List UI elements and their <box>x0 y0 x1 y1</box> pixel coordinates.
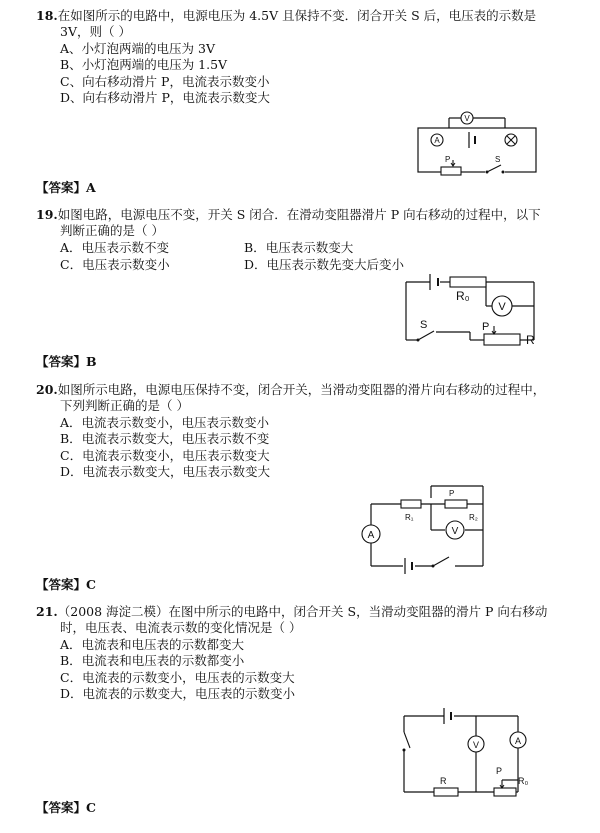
question-stem-line: 19.如图电路，电源电压不变，开关 S 闭合．在滑动变阻器滑片 P 向右移动的过程中，以下 <box>36 207 541 222</box>
option-d: D．电流表的示数变大，电压表的示数变小 <box>60 686 296 701</box>
resistor-label: R₀ <box>456 289 470 303</box>
switch-label: S <box>420 319 428 331</box>
question-stem-line: 时，电压表、电流表示数的变化情况是（ ） <box>60 620 302 635</box>
resistor-label: R <box>440 776 447 786</box>
svg-text:V: V <box>464 114 470 123</box>
circuit-diagram-19 <box>400 270 550 350</box>
option-b: B．电流表和电压表的示数都变小 <box>60 653 245 668</box>
question-number: 18. <box>36 8 58 23</box>
option-b: B、小灯泡两端的电压为 1.5V <box>60 57 228 72</box>
option-d: D．电压表示数先变大后变小 <box>244 257 405 272</box>
option-a: A．电流表示数变小，电压表示数变小 <box>60 415 270 430</box>
resistor-r1-icon <box>401 500 421 508</box>
option-a: A．电压表示数不变 <box>60 240 170 255</box>
answer-line: 【答案】C <box>36 800 96 815</box>
resistor-icon <box>450 277 486 287</box>
option-c: C．电流表示数变小，电压表示数变大 <box>60 448 270 463</box>
option-a: A、小灯泡两端的电压为 3V <box>60 41 215 56</box>
lamp-icon <box>505 134 517 146</box>
question-number: 21. <box>36 604 58 619</box>
ammeter-icon <box>431 134 443 146</box>
question-stem-line: 下列判断正确的是（ ） <box>60 398 189 413</box>
option-d: D、向右移动滑片 P，电流表示数变大 <box>60 90 270 105</box>
switch-icon <box>404 732 410 748</box>
r2-label: R₂ <box>469 513 478 522</box>
question-number: 19. <box>36 207 58 222</box>
question-stem-line: 21.（2008 海淀二模）在图中所示的电路中，闭合开关 S，当滑动变阻器的滑片 P 向右移动 <box>36 604 548 619</box>
option-b: B．电流表示数变大，电压表示数不变 <box>60 431 270 446</box>
answer-value: B <box>86 354 97 369</box>
rheostat-icon <box>484 334 520 345</box>
switch-icon <box>433 557 449 566</box>
slider-label: P <box>482 321 490 333</box>
ammeter-icon <box>510 732 526 748</box>
rheostat-label: R <box>526 333 535 347</box>
answer-value: C <box>86 800 96 815</box>
circuit-diagram-20 <box>355 482 495 574</box>
svg-text:A: A <box>514 736 522 746</box>
question-stem-line: 判断正确的是（ ） <box>60 223 164 238</box>
r0-label: R₀ <box>518 776 529 786</box>
r1-label: R₁ <box>405 513 414 522</box>
switch-icon <box>418 331 434 340</box>
rheostat-r2-icon <box>445 500 467 508</box>
option-a: A．电流表和电压表的示数都变大 <box>60 637 245 652</box>
option-c: C．电压表示数变小 <box>60 257 170 272</box>
svg-text:V: V <box>451 526 459 537</box>
option-c: C、向右移动滑片 P，电流表示数变小 <box>60 74 270 89</box>
voltmeter-icon <box>468 736 484 752</box>
answer-line: 【答案】C <box>36 577 96 592</box>
switch-label: S <box>495 155 501 164</box>
ammeter-icon <box>362 525 380 543</box>
svg-text:A: A <box>434 136 440 145</box>
question-number: 20. <box>36 382 58 397</box>
answer-value: C <box>86 577 96 592</box>
svg-text:V: V <box>498 301 506 313</box>
option-c: C．电流表的示数变小，电压表的示数变大 <box>60 670 295 685</box>
voltmeter-icon <box>446 521 464 539</box>
voltmeter-icon <box>461 112 473 124</box>
slider-label: P <box>445 155 451 164</box>
question-stem-line: 3V，则（ ） <box>60 24 131 39</box>
answer-value: A <box>86 180 96 195</box>
option-d: D．电流表示数变大，电压表示数变大 <box>60 464 271 479</box>
circuit-diagram-18 <box>415 110 540 178</box>
resistor-icon <box>434 788 458 796</box>
slider-label: P <box>449 489 455 498</box>
svg-text:V: V <box>472 740 480 750</box>
svg-text:A: A <box>367 530 375 541</box>
answer-line: 【答案】B <box>36 354 97 369</box>
slider-label: P <box>496 766 503 776</box>
rheostat-icon <box>441 167 461 175</box>
voltmeter-icon <box>492 296 512 316</box>
answer-line: 【答案】A <box>36 180 96 195</box>
circuit-diagram-21 <box>398 706 536 800</box>
rheostat-icon <box>494 788 516 796</box>
question-stem-line: 20.如图所示电路，电源电压保持不变，闭合开关，当滑动变阻器的滑片向右移动的过程中， <box>36 382 546 397</box>
question-stem-line: 18.在如图所示的电路中，电源电压为 4.5V 且保持不变．闭合开关 S 后，电压表的示数是 <box>36 8 537 23</box>
option-b: B．电压表示数变大 <box>244 240 354 255</box>
